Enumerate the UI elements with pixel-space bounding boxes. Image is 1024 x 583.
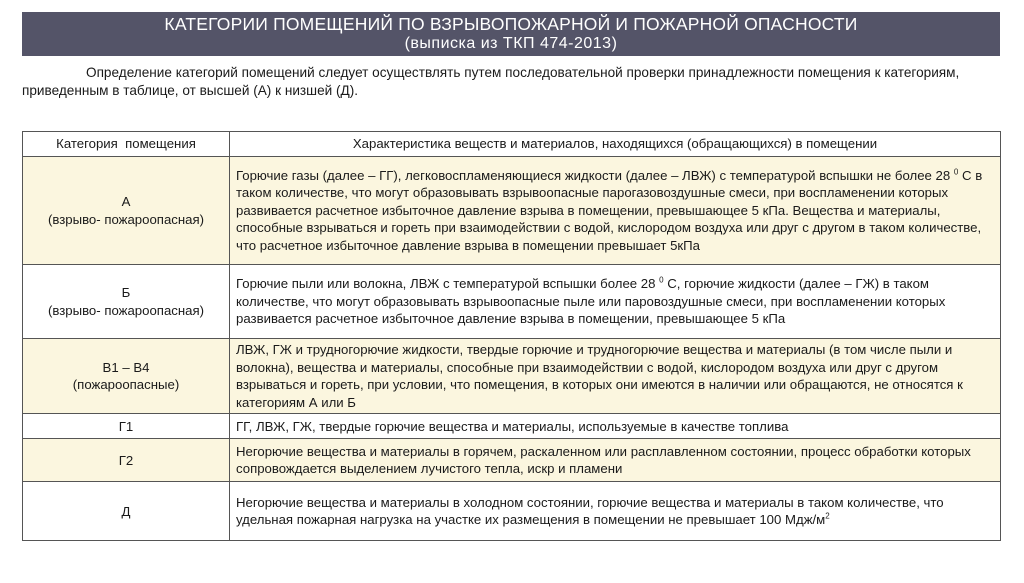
category-cell [23,157,230,265]
description-text: Горючие пыли или волокна, ЛВЖ с температурой вспышки более 28 [236,276,656,292]
superscript: 0 [953,167,959,177]
category-code: Б [121,284,131,300]
table-row [23,265,1001,339]
table-row [23,339,1001,414]
category-cell: Г1 [23,414,230,439]
description-cell [230,157,1001,265]
description-cell: ГГ, ЛВЖ, ГЖ, твердые горючие вещества и материалы, используемые в качестве топлива [230,414,1001,439]
category-code: А [121,193,131,209]
intro-text: Определение категорий помещений следует осуществлять путем последовательной проверки принадлежности помещения к категориям, приведенным в таблице, от высшей (А) к низшей (Д). [22,65,960,98]
description-text: С, горючие жидкости (далее – ГЖ) в таком количестве, что могут образовывать взрывоопасные пыле или паровоздушные смеси, при воспламенении которых развивается расчетное избыточное давление взрыва в помещении, превышающее 5 кПа [236,276,946,327]
superscript: 0 [659,275,664,285]
category-cell [23,339,230,414]
category-subtitle: (пожароопасные) [72,377,180,393]
category-cell [23,265,230,339]
description-cell: Негорючие вещества и материалы в горячем, раскаленном или расплавленном состоянии, процесс обработки которых сопровождается выделением лучистого тепла, искр и пламени [230,439,1001,482]
description-cell [230,482,1001,541]
description-cell: ЛВЖ, ГЖ и трудногорючие жидкости, твердые горючие и трудногорючие вещества и материалы (в том числе пыли и волокна), вещества и материалы, способные при взаимодействии с водой, кислородом воздуха или друг с другом взрываться и гореть, при условии, что помещения, в которых они имеются в наличии или обращаются, не относятся к категориям А или Б [230,339,1001,414]
title-line-2: (выписка из ТКП 474-2013) [404,35,618,52]
header-characteristic: Характеристика веществ и материалов, находящихся (обращающихся) в помещении [230,132,1001,157]
category-cell: Г2 [23,439,230,482]
superscript: 2 [825,511,830,521]
description-cell [230,265,1001,339]
category-subtitle: (взрыво- пожароопасная) [47,302,205,318]
table-row [23,414,1001,439]
description-text: Горючие газы (далее – ГГ), легковоспламеняющиеся жидкости (далее – ЛВЖ) с температурой вспышки не более 28 [236,167,951,183]
description-text: С в таком количестве, что могут образовывать взрывоопасные парогазовоздушные смеси, при воспламенении которых развивается расчетное избыточное давление взрыва в помещении, превышающее 5 кПа. Вещества и материалы, способные взрываться и гореть при взаимодействии с водой, кислородом воздуха или друг с другом в таком количестве, что расчетное избыточное давление взрыва в помещении превышает 5кПа [236,167,983,253]
category-subtitle: (взрыво- пожароопасная) [47,211,205,227]
table-row [23,157,1001,265]
intro-paragraph [22,64,1000,100]
header-category: Категория помещения [23,132,230,157]
category-code: В1 – В4 [102,359,150,375]
table-header-row [23,132,1001,157]
description-text: Негорючие вещества и материалы в холодном состоянии, горючие вещества и материалы в таком количестве, что удельная пожарная нагрузка на участке их размещения в помещении не превышает 100 Мдж/м [236,494,944,528]
title-banner [22,12,1000,56]
table-row [23,439,1001,482]
table-row [23,482,1001,541]
title-line-1: КАТЕГОРИИ ПОМЕЩЕНИЙ ПО ВЗРЫВОПОЖАРНОЙ И ПОЖАРНОЙ ОПАСНОСТИ [164,14,858,34]
categories-table [22,131,1001,541]
category-cell: Д [23,482,230,541]
